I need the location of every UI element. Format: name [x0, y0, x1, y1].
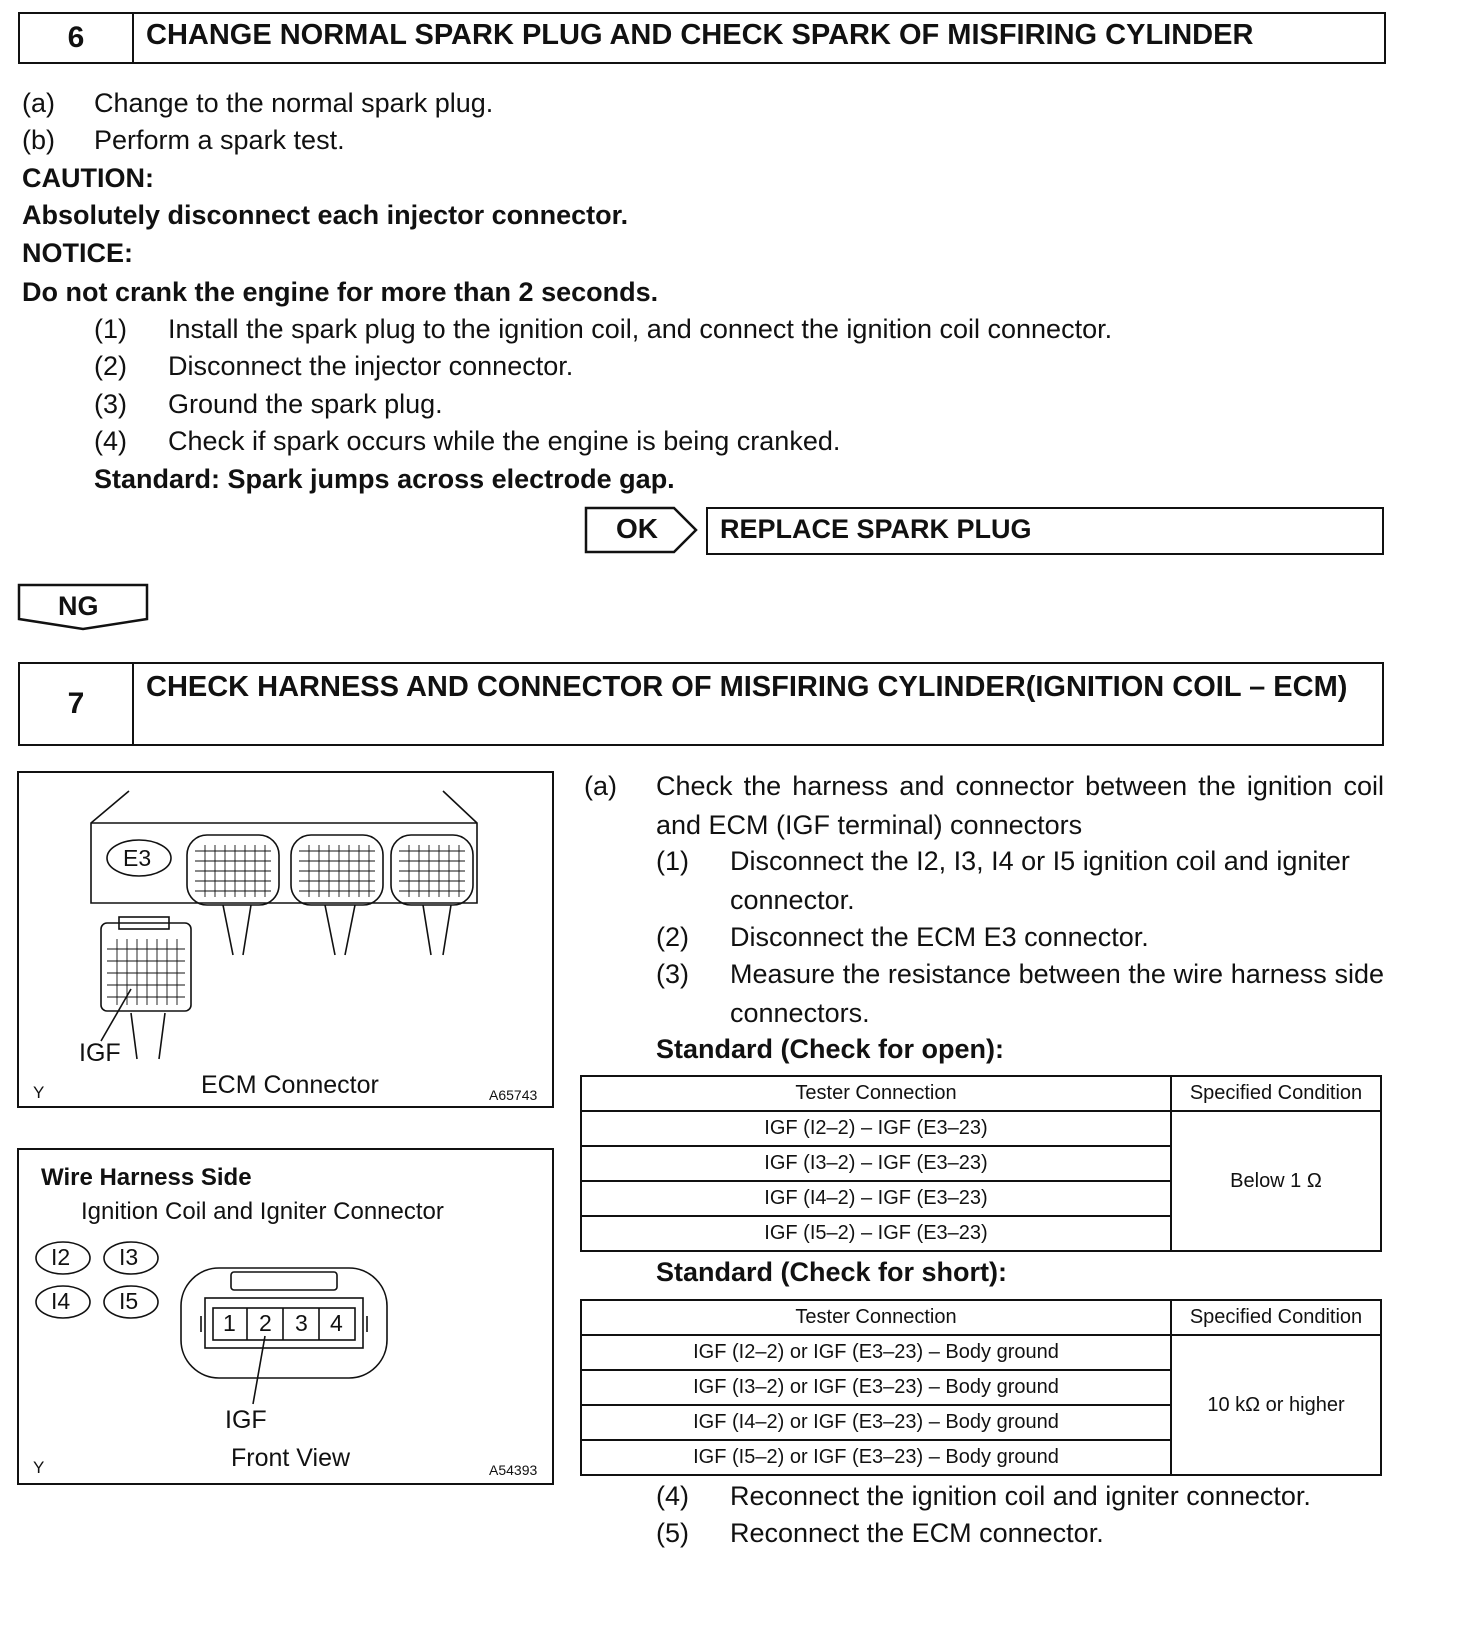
substep-label: (5) — [656, 1518, 689, 1548]
step7-title: CHECK HARNESS AND CONNECTOR OF MISFIRING CYLINDER(IGNITION COIL – ECM) — [146, 671, 1348, 703]
ok-action-text: REPLACE SPARK PLUG — [720, 514, 1032, 544]
step6-substep-1 — [94, 314, 1112, 345]
substep-text: Check if spark occurs while the engine is being cranked. — [168, 426, 841, 456]
substep-text: Disconnect the ECM E3 connector. — [730, 922, 1149, 952]
table-header: Tester Connection — [581, 1300, 1171, 1335]
step7-substep-5 — [656, 1518, 1104, 1549]
step7-header — [18, 662, 1384, 746]
substep-text: Disconnect the I2, I3, I4 or I5 ignition coil and igniter connector. — [730, 846, 1350, 915]
figure2-heading: Wire Harness Side — [41, 1164, 252, 1191]
step7-number: 7 — [20, 664, 134, 744]
tag-i2: I2 — [51, 1244, 71, 1270]
substep-label: (1) — [656, 846, 689, 876]
table-cell-condition: 10 kΩ or higher — [1171, 1335, 1381, 1475]
item-label: (a) — [22, 88, 55, 118]
e3-connector-label: E3 — [123, 845, 152, 871]
step6-number: 6 — [20, 14, 134, 62]
igf-label: IGF — [225, 1406, 267, 1434]
step6-substep-2 — [94, 351, 573, 382]
table-header: Specified Condition — [1171, 1076, 1381, 1111]
pin-2: 2 — [259, 1310, 272, 1336]
table-cell-condition: Below 1 Ω — [1171, 1111, 1381, 1251]
pin-1: 1 — [223, 1310, 236, 1336]
step6-substep-4 — [94, 426, 840, 457]
substep-label: (4) — [94, 426, 127, 456]
item-label: (b) — [22, 125, 55, 155]
step6-substep-3 — [94, 389, 443, 420]
step6-item-a — [22, 88, 493, 119]
substep-label: (1) — [94, 314, 127, 344]
pin-4: 4 — [330, 1310, 343, 1336]
item-label: (a) — [584, 771, 617, 801]
substep-label: (4) — [656, 1481, 689, 1511]
step6-title: CHANGE NORMAL SPARK PLUG AND CHECK SPARK OF MISFIRING CYLINDER — [146, 19, 1254, 51]
table-cell: IGF (I5–2) – IGF (E3–23) — [581, 1216, 1171, 1251]
table-cell: IGF (I4–2) – IGF (E3–23) — [581, 1181, 1171, 1216]
step6-item-b — [22, 125, 345, 156]
step6-standard: Standard: Spark jumps across electrode gap. — [94, 464, 675, 494]
figure2-corner-letter: Y — [33, 1458, 45, 1477]
figure1-corner-letter: Y — [33, 1083, 45, 1102]
short-check-heading: Standard (Check for short): — [656, 1257, 1008, 1287]
connector-front-drawing — [19, 1150, 552, 1483]
substep-text: Disconnect the injector connector. — [168, 351, 574, 381]
table-cell: IGF (I4–2) or IGF (E3–23) – Body ground — [581, 1405, 1171, 1440]
item-text: Change to the normal spark plug. — [94, 88, 494, 118]
table-cell: IGF (I2–2) or IGF (E3–23) – Body ground — [581, 1335, 1171, 1370]
wire-harness-figure — [17, 1148, 554, 1485]
caution-heading: CAUTION: — [22, 163, 154, 193]
ecm-connector-figure — [17, 771, 554, 1108]
table-cell: IGF (I2–2) – IGF (E3–23) — [581, 1111, 1171, 1146]
ok-action-box — [706, 507, 1384, 555]
open-check-heading: Standard (Check for open): — [656, 1034, 1005, 1064]
step7-substep-4 — [656, 1481, 1311, 1512]
table-cell: IGF (I3–2) or IGF (E3–23) – Body ground — [581, 1370, 1171, 1405]
notice-heading: NOTICE: — [22, 238, 133, 268]
figure1-caption: ECM Connector — [201, 1071, 379, 1099]
table-header: Specified Condition — [1171, 1300, 1381, 1335]
substep-label: (3) — [94, 389, 127, 419]
table-header: Tester Connection — [581, 1076, 1171, 1111]
ng-label: NG — [58, 591, 99, 621]
figure2-subheading: Ignition Coil and Igniter Connector — [81, 1198, 444, 1225]
pin-3: 3 — [295, 1310, 308, 1336]
substep-label: (2) — [656, 922, 689, 952]
substep-text: Reconnect the ECM connector. — [730, 1518, 1104, 1548]
step7-substep-3 — [656, 955, 1384, 1033]
tag-i3: I3 — [119, 1244, 139, 1270]
step7-item-a — [584, 767, 1384, 845]
tag-i5: I5 — [119, 1288, 139, 1314]
caution-text: Absolutely disconnect each injector connector. — [22, 200, 629, 230]
step7-substep-2 — [656, 918, 1384, 957]
item-text: Perform a spark test. — [94, 125, 345, 155]
figure2-caption: Front View — [231, 1444, 351, 1472]
substep-label: (3) — [656, 959, 689, 989]
substep-text: Reconnect the ignition coil and igniter connector. — [730, 1481, 1311, 1511]
ok-label: OK — [616, 513, 658, 544]
step6-header — [18, 12, 1386, 64]
substep-text: Ground the spark plug. — [168, 389, 443, 419]
table-cell: IGF (I3–2) – IGF (E3–23) — [581, 1146, 1171, 1181]
short-check-table — [580, 1299, 1382, 1476]
igf-label: IGF — [79, 1039, 121, 1067]
substep-text: Install the spark plug to the ignition coil, and connect the ignition coil connector. — [168, 314, 1113, 344]
tag-i4: I4 — [51, 1288, 71, 1314]
substep-label: (2) — [94, 351, 127, 381]
figure1-code: A65743 — [489, 1087, 538, 1103]
figure2-code: A54393 — [489, 1462, 538, 1478]
notice-text: Do not crank the engine for more than 2 seconds. — [22, 277, 659, 307]
step7-substep-1 — [656, 842, 1384, 920]
table-cell: IGF (I5–2) or IGF (E3–23) – Body ground — [581, 1440, 1171, 1475]
substep-text: Measure the resistance between the wire harness side connectors. — [730, 959, 1384, 1028]
open-check-table — [580, 1075, 1382, 1252]
item-text: Check the harness and connector between the ignition coil and ECM (IGF terminal) connectors — [656, 771, 1384, 840]
